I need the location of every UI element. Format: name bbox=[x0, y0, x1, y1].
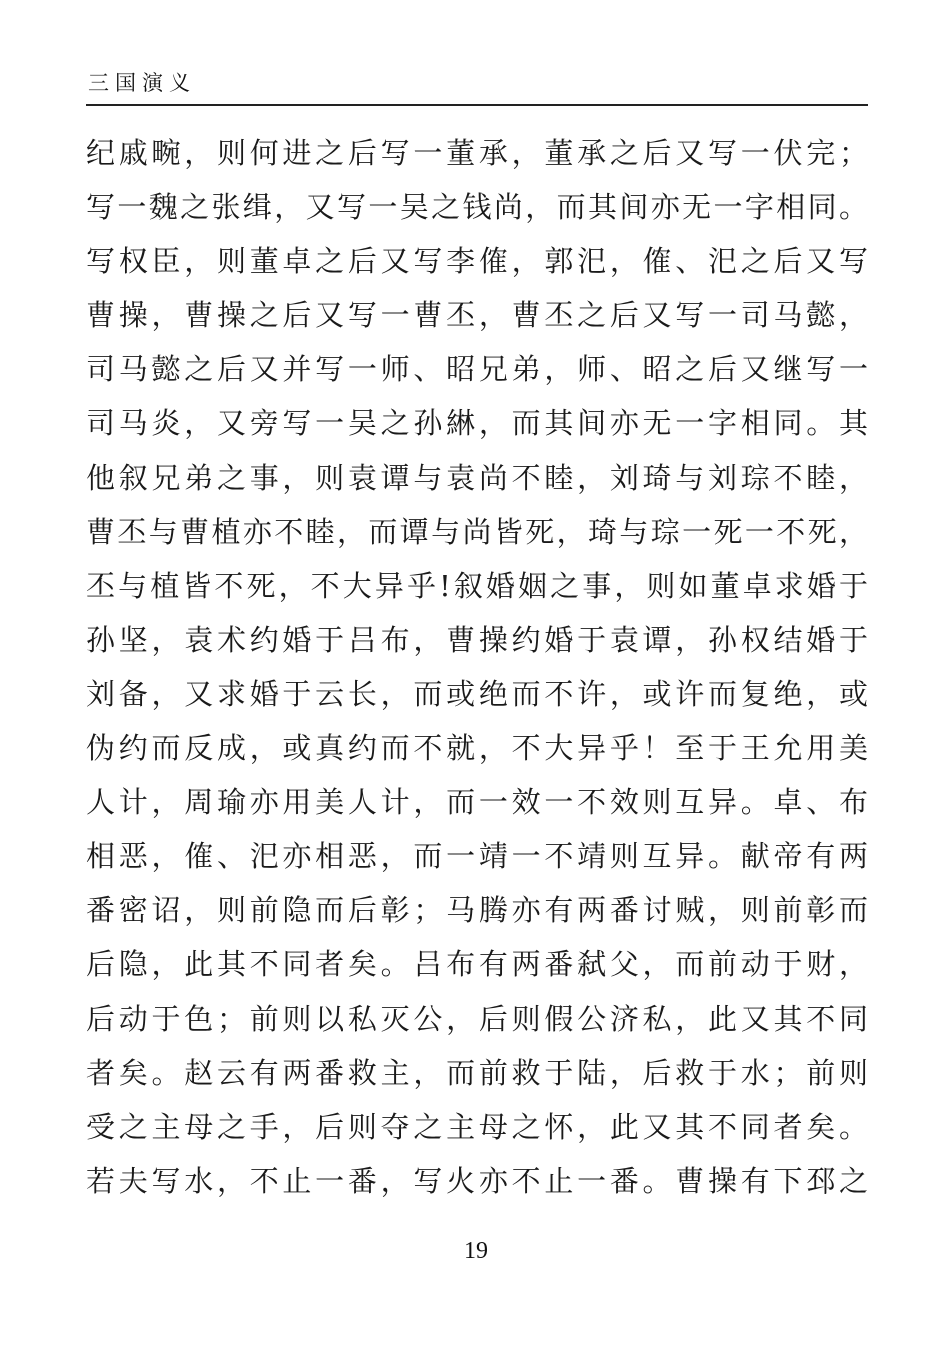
text-line: 番密诏，则前隐而后彰；马腾亦有两番讨贼，则前彰而 bbox=[86, 893, 868, 928]
text-line: 者矣。赵云有两番救主，而前救于陆，后救于水；前则 bbox=[86, 1055, 868, 1090]
text-line: 写权臣，则董卓之后又写李傕，郭汜，傕、汜之后又写 bbox=[86, 244, 868, 279]
text-line: 丕与植皆不死，不大异乎!叙婚姻之事，则如董卓求婚于 bbox=[86, 568, 868, 603]
text-line: 曹丕与曹植亦不睦，而谭与尚皆死，琦与琮一死一不死， bbox=[86, 514, 868, 549]
text-line: 若夫写水，不止一番，写火亦不止一番。曹操有下邳之 bbox=[86, 1163, 868, 1198]
running-head-title: 三国演义 bbox=[88, 71, 196, 95]
text-line: 孙坚，袁术约婚于吕布，曹操约婚于袁谭，孙权结婚于 bbox=[86, 622, 868, 657]
text-line: 相恶，傕、汜亦相恶，而一靖一不靖则互异。献帝有两 bbox=[86, 839, 868, 874]
page-number: 19 bbox=[464, 1238, 488, 1264]
text-line: 伪约而反成，或真约而不就，不大异乎！至于王允用美 bbox=[86, 731, 868, 766]
text-line: 受之主母之手，后则夺之主母之怀，此又其不同者矣。 bbox=[86, 1109, 868, 1144]
text-line: 司马炎，又旁写一吴之孙綝，而其间亦无一字相同。其 bbox=[86, 406, 868, 441]
text-line: 他叙兄弟之事，则袁谭与袁尚不睦，刘琦与刘琮不睦， bbox=[86, 460, 868, 495]
body-text bbox=[86, 126, 868, 1208]
text-line: 后隐，此其不同者矣。吕布有两番弑父，而前动于财， bbox=[86, 947, 868, 982]
text-line: 人计，周瑜亦用美人计，而一效一不效则互异。卓、布 bbox=[86, 785, 868, 820]
text-line: 曹操，曹操之后又写一曹丕，曹丕之后又写一司马懿， bbox=[86, 298, 868, 333]
text-line: 后动于色；前则以私灭公，后则假公济私，此又其不同 bbox=[86, 1001, 868, 1036]
text-line: 写一魏之张缉，又写一吴之钱尚，而其间亦无一字相同。 bbox=[86, 190, 868, 225]
text-line: 纪戚畹，则何进之后写一董承，董承之后又写一伏完； bbox=[86, 136, 868, 170]
text-line: 刘备，又求婚于云长，而或绝而不许，或许而复绝，或 bbox=[86, 676, 868, 711]
text-line: 司马懿之后又并写一师、昭兄弟，师、昭之后又继写一 bbox=[86, 352, 868, 387]
header-rule bbox=[86, 104, 868, 106]
